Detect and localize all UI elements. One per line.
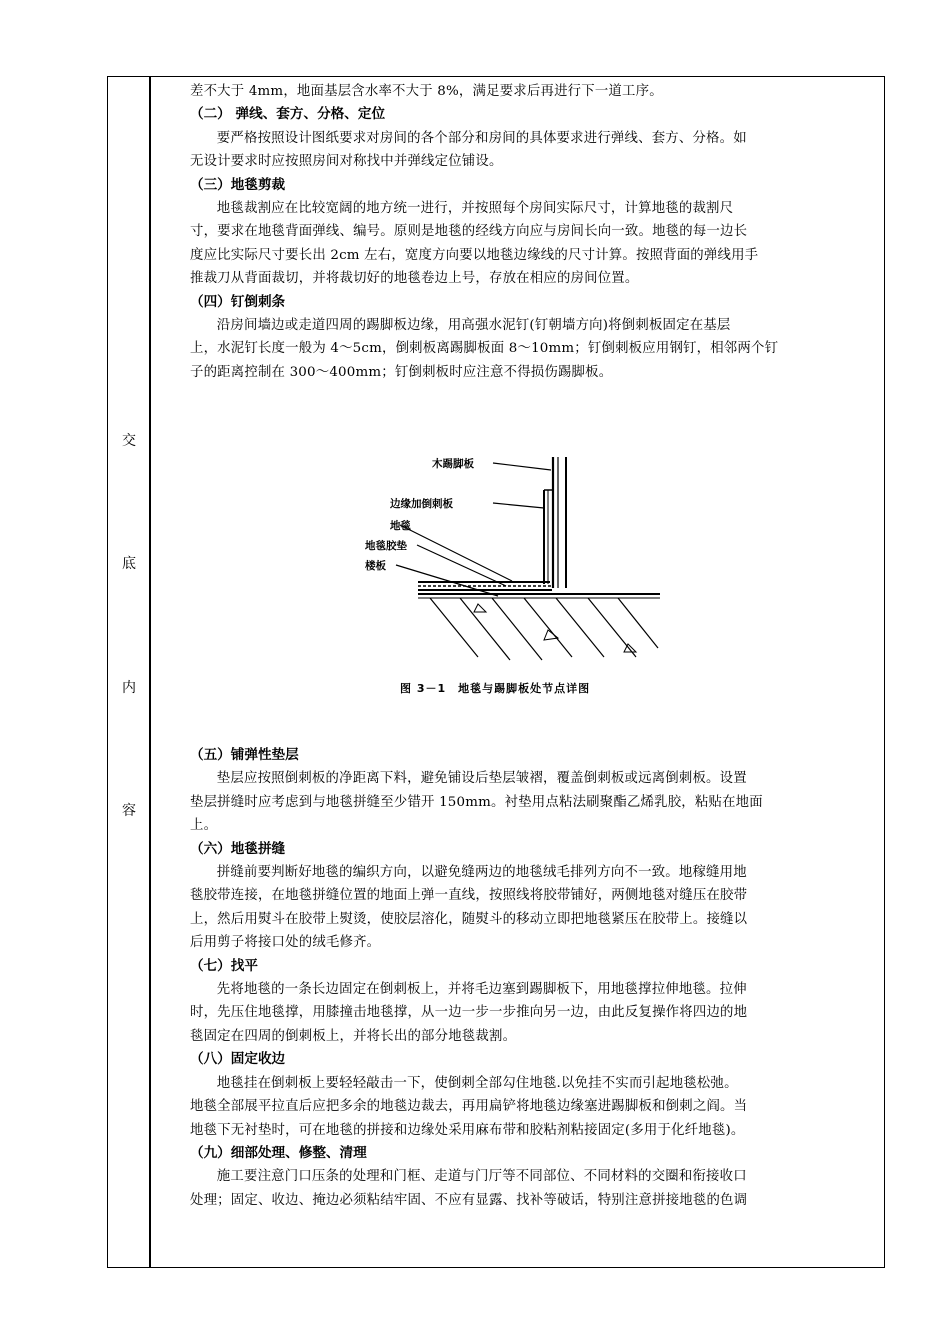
section-title: （二） 弹线、套方、分格、定位 xyxy=(190,106,386,123)
figure-label: 边缘加倒刺板 xyxy=(390,498,453,510)
column-divider xyxy=(149,76,151,1268)
content-bottom xyxy=(190,744,880,1212)
body-line: 上，水泥钉长度一般为 4～5cm，倒刺板离踢脚板面 8～10mm；钉倒刺板应用钢钉，相邻两个钉 xyxy=(190,341,779,357)
body-line: 无设计要求时应按照房间对称找中并弹线定位铺设。 xyxy=(190,154,503,170)
side-label-char: 底 xyxy=(122,556,136,572)
body-line: 地毯挂在倒刺板上要轻轻敲击一下，使倒刺全部勾住地毯.以免挂不实而引起地毯松弛。 xyxy=(216,1075,738,1091)
body-line: 地毯全部展平拉直后应把多余的地毯边裁去，再用扁铲将地毯边缘塞进踢脚板和倒刺之阎。当 xyxy=(190,1099,748,1115)
body-line: 毯胶带连接，在地毯拼缝位置的地面上弹一直线，按照线将胶带铺好，两侧地毯对缝压在胶带 xyxy=(190,888,748,904)
figure-caption: 图 3－1 地毯与踢脚板处节点详图 xyxy=(400,682,591,695)
body-line: 垫层拼缝时应考虑到与地毯拼缝至少错开 150mm。衬垫用点粘法刷聚酯乙烯乳胶，粘贴在地面 xyxy=(190,794,763,810)
body-line: 推裁刀从背面裁切，并将裁切好的地毯卷边上号，存放在相应的房间位置。 xyxy=(190,271,639,287)
figure-label: 地毯胶垫 xyxy=(365,540,407,552)
body-line: 上，然后用熨斗在胶带上熨烫，使胶层溶化，随熨斗的移动立即把地毯紧压在胶带上。接缝以 xyxy=(190,911,748,927)
detail-figure xyxy=(360,452,670,702)
detail-drawing xyxy=(360,452,670,702)
body-line: 施工要注意门口压条的处理和门框、走道与门厅等不同部位、不同材料的交圈和衔接收口 xyxy=(216,1169,747,1185)
body-line: 先将地毯的一条长边固定在倒刺板上，并将毛边塞到踢脚板下，用地毯撑拉伸地毯。拉伸 xyxy=(216,982,747,998)
body-line: 地毯下无衬垫时，可在地毯的拼接和边缘处采用麻布带和胶粘剂粘接固定(多用于化纤地毯)。 xyxy=(190,1122,745,1138)
body-line: 垫层应按照倒刺板的净距离下料，避免铺设后垫层皱褶，覆盖倒刺板或远离倒刺板。设置 xyxy=(216,771,747,787)
body-line: 寸，要求在地毯背面弹线、编号。原则是地毯的经线方向应与房间长向一致。地毯的每一边长 xyxy=(190,224,748,240)
side-label-char: 内 xyxy=(122,680,136,696)
section-title: （四）钉倒刺条 xyxy=(190,293,286,310)
intro-line: 差不大于 4mm，地面基层含水率不大于 8%，满足要求后再进行下一道工序。 xyxy=(190,84,663,99)
section-title: （五）铺弹性垫层 xyxy=(190,747,299,763)
body-line: 沿房间墙边或走道四周的踢脚板边缘，用高强水泥钉(钉朝墙方向)将倒刺板固定在基层 xyxy=(216,318,731,334)
body-line: 拼缝前要判断好地毯的编织方向，以避免缝两边的地毯绒毛排列方向不一致。地稼缝用地 xyxy=(216,865,747,881)
body-line: 后用剪子将接口处的绒毛修齐。 xyxy=(190,935,381,951)
body-line: 度应比实际尺寸要长出 2cm 左右，宽度方向要以地毯边缘线的尺寸计算。按照背面的弹线用手 xyxy=(190,247,759,263)
figure-label: 木踢脚板 xyxy=(432,458,474,470)
section-title: （七）找平 xyxy=(190,957,258,974)
body-line: 毯固定在四周的倒刺板上，并将长出的部分地毯裁割。 xyxy=(190,1028,517,1044)
figure-label: 地毯 xyxy=(390,520,411,532)
figure-label: 楼板 xyxy=(365,560,386,572)
section-title: （九）细部处理、修整、清理 xyxy=(190,1144,367,1161)
body-line: 地毯裁割应在比较宽阔的地方统一进行，并按照每个房间实际尺寸，计算地毯的裁割尺 xyxy=(216,201,734,217)
body-line: 要严格按照设计图纸要求对房间的各个部分和房间的具体要求进行弹线、套方、分格。如 xyxy=(216,130,747,146)
section-title: （八）固定收边 xyxy=(190,1051,286,1068)
section-title: （三）地毯剪裁 xyxy=(190,176,286,193)
side-label-char: 交 xyxy=(122,433,136,449)
body-line: 上。 xyxy=(190,818,218,834)
body-line: 子的距离控制在 300～400mm；钉倒刺板时应注意不得损伤踢脚板。 xyxy=(190,364,613,380)
body-line: 时，先压住地毯撑，用膝撞击地毯撑，从一边一步一步推向另一边，由此反复操作将四边的地 xyxy=(190,1005,748,1021)
body-line: 处理；固定、收边、掩边必须粘结牢固、不应有显露、找补等破话，特别注意拼接地毯的色调 xyxy=(190,1192,748,1208)
side-label-char: 容 xyxy=(122,803,136,819)
content-top xyxy=(190,80,880,384)
section-title: （六）地毯拼缝 xyxy=(190,840,286,857)
